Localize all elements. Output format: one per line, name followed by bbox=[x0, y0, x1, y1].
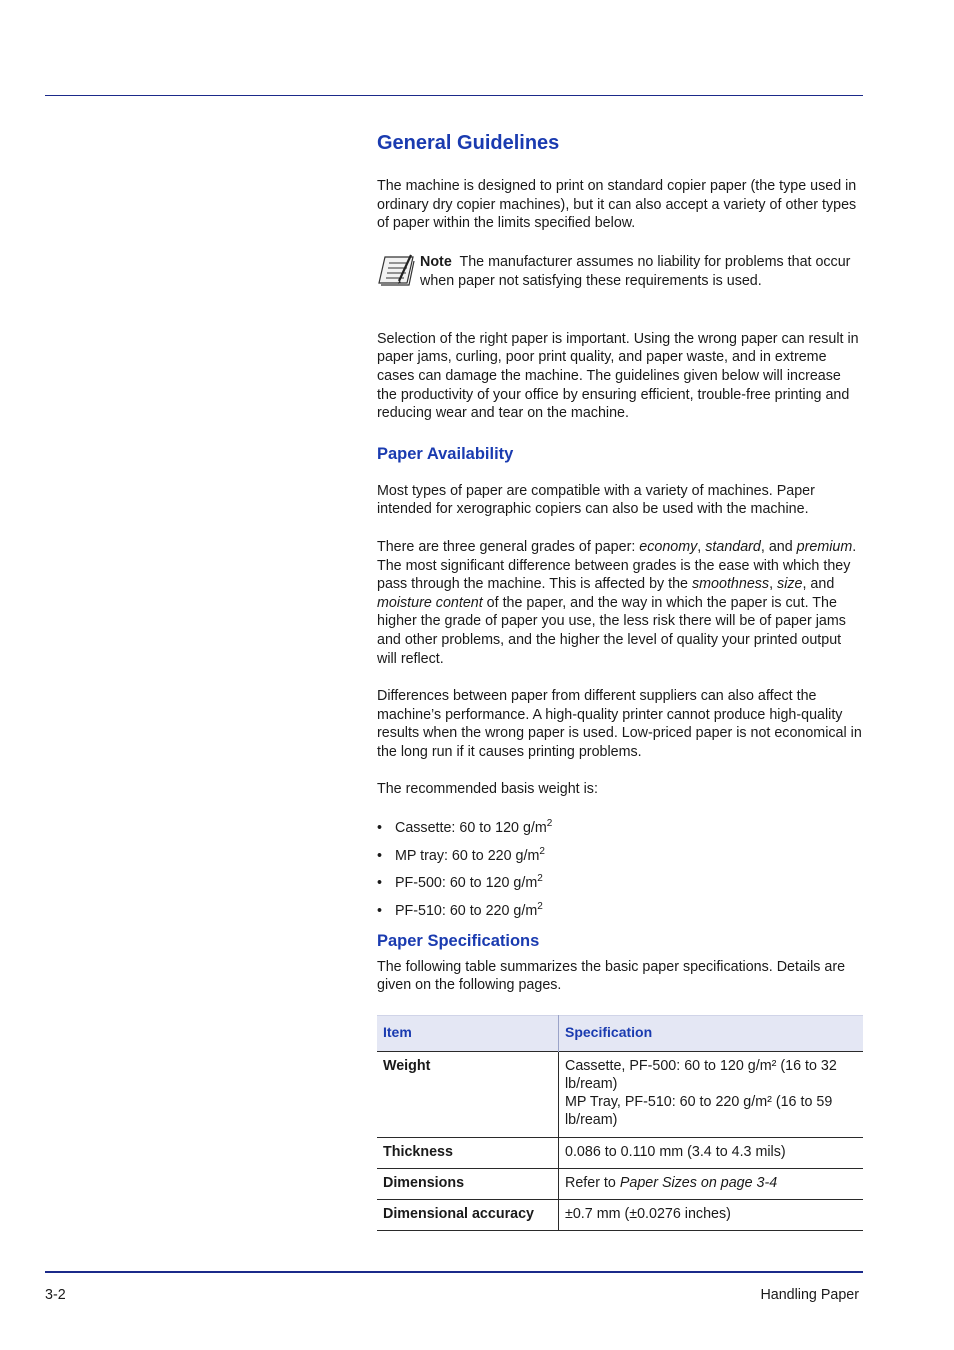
row-item: Dimensional accuracy bbox=[377, 1199, 559, 1230]
section-heading-specifications: Paper Specifications bbox=[377, 931, 540, 950]
note-box bbox=[377, 253, 863, 291]
footer-section-title: Handling Paper bbox=[760, 1287, 859, 1303]
availability-paragraph-3: Differences between paper from different suppliers can also affect the machine’s performance. A high-quality printer cannot produce high-quality results when the wrong paper is used. Low-priced paper is not economical in the long run if it causes printing problems. bbox=[377, 688, 862, 760]
selection-paragraph: Selection of the right paper is important. Using the wrong paper can result in paper jams, curling, poor print quality, and paper waste, and in extreme cases can damage the machine. The guidelines given below will increase the productivity of your office by ensuring efficient, trouble-free printing and reducing wear and tear on the machine. bbox=[377, 330, 859, 422]
row-spec: Cassette, PF-500: 60 to 120 g/m² (16 to 32 lb/ream) MP Tray, PF-510: 60 to 220 g/m² (16 to 59 lb/ream) bbox=[559, 1051, 864, 1137]
header-rule bbox=[45, 95, 863, 96]
row-item: Weight bbox=[377, 1051, 559, 1137]
note-pad-icon bbox=[377, 253, 415, 287]
list-item: • PF-500: 60 to 120 $g/m^2$ bbox=[377, 873, 543, 892]
intro-paragraph: The machine is designed to print on standard copier paper (the type used in ordinary dry copier machines), but it can also accept a variety of other types of paper within the limits specified below. bbox=[377, 178, 857, 232]
section-heading-availability: Paper Availability bbox=[377, 444, 514, 463]
table-header-row bbox=[377, 1015, 863, 1051]
list-item: • PF-510: 60 to 220 $g/m^2$ bbox=[377, 900, 543, 919]
availability-paragraph-1: Most types of paper are compatible with a variety of machines. Paper intended for xerographic copiers can also be used with the machine. bbox=[377, 482, 815, 518]
basis-weight-list bbox=[377, 819, 863, 920]
list-item: • MP tray: 60 to 220 $g/m^2$ bbox=[377, 845, 545, 864]
table-row bbox=[377, 1051, 863, 1137]
page-number: 3-2 bbox=[45, 1287, 66, 1303]
specifications-paragraph: The following table summarizes the basic paper specifications. Details are given on the following pages. bbox=[377, 958, 846, 994]
table-row bbox=[377, 1137, 863, 1168]
table-row bbox=[377, 1199, 863, 1230]
row-spec: ±0.7 mm (±0.0276 inches) bbox=[559, 1199, 864, 1230]
column-header-item: Item bbox=[377, 1015, 559, 1051]
row-spec: 0.086 to 0.110 mm (3.4 to 4.3 mils) bbox=[559, 1137, 864, 1168]
list-item: • Cassette: 60 to 120 $g/m^2$ bbox=[377, 818, 553, 837]
footer-rule bbox=[45, 1271, 863, 1273]
basis-weight-intro: The recommended basis weight is: bbox=[377, 781, 598, 798]
note-label: Note bbox=[420, 253, 452, 270]
row-item: Thickness bbox=[377, 1137, 559, 1168]
column-header-specification: Specification bbox=[559, 1015, 864, 1051]
specifications-table bbox=[377, 1015, 863, 1231]
main-content bbox=[377, 130, 863, 1231]
row-spec: Refer to Paper Sizes on page 3-4 bbox=[559, 1168, 864, 1199]
cross-reference-link: Paper Sizes on page 3-4 bbox=[619, 1174, 778, 1191]
page-title: General Guidelines bbox=[377, 132, 560, 154]
row-item: Dimensions bbox=[377, 1168, 559, 1199]
availability-paragraph-2: There are three general grades of paper: economy, standard, and premium. The most significant difference between grades is the ease with which they pass through the machine. This is affected by the smoothness, size, and moisture content of the paper, and the way in which the paper is cut. The higher the grade of paper you use, the less risk there will be of paper jams and other problems, and the higher the level of quality your printed output will reflect. bbox=[377, 538, 857, 667]
table-row bbox=[377, 1168, 863, 1199]
note-text: The manufacturer assumes no liability for problems that occur when paper not satisfying these requirements is used. bbox=[420, 253, 851, 289]
